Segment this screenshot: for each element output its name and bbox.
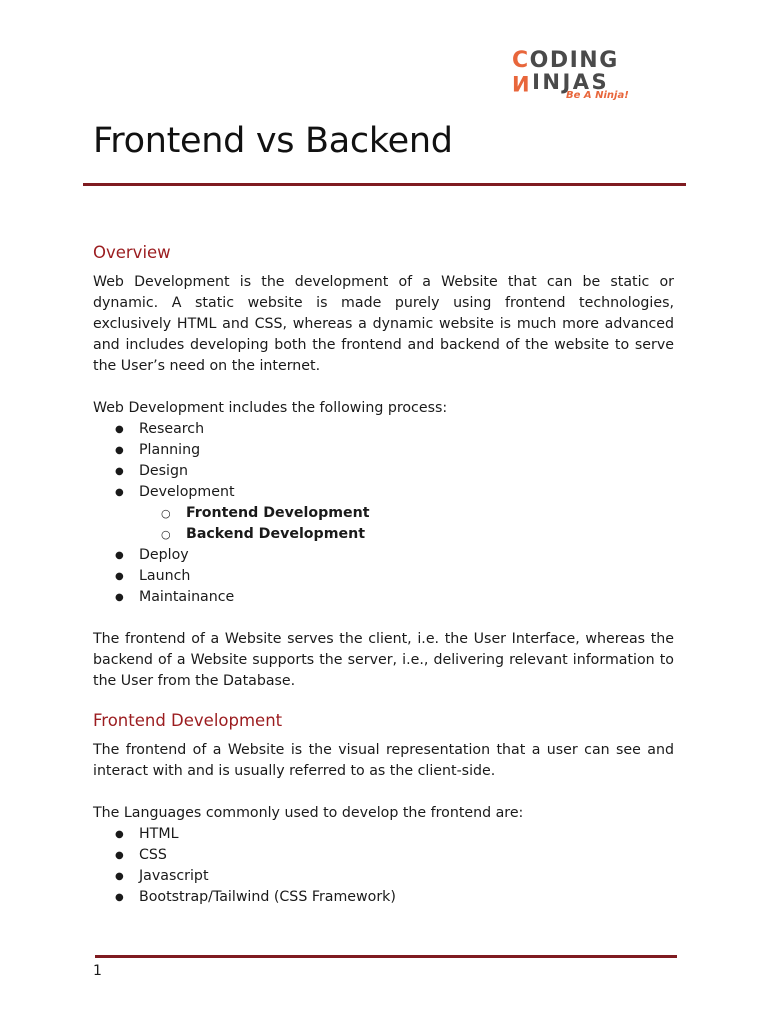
frontend-heading: Frontend Development (93, 711, 283, 730)
title-divider (83, 183, 686, 186)
list-item: ● Research (93, 419, 674, 440)
logo-wordmark-line1: C ODING (512, 48, 619, 73)
list-item: ● Bootstrap/Tailwind (CSS Framework) (93, 887, 674, 908)
list-item: ● Deploy (93, 545, 674, 566)
logo-wordmark-line2: N INJAS (512, 70, 610, 95)
logo-tagline: Be A Ninja! (566, 90, 629, 101)
overview-paragraph: Web Development is the development of a Website that can be static or dynamic. A static website is made purely using frontend technologies, exclusively HTML and CSS, whereas a dynamic website is much more advanced and includes developing both the frontend and backend of the website to serve the User’s need on the internet. (93, 274, 674, 374)
frontend-paragraph: The frontend of a Website is the visual representation that a user can see and interact with and is usually referred to as the client-side. (93, 742, 674, 779)
process-intro: Web Development includes the following process: (93, 400, 448, 416)
list-item: ○ Backend Development (93, 524, 674, 545)
list-item: ● Javascript (93, 866, 674, 887)
list-item: ● Design (93, 461, 674, 482)
page-number: 1 (93, 963, 102, 979)
process-list (93, 419, 674, 503)
languages-list (93, 824, 674, 908)
list-item: ● Launch (93, 566, 674, 587)
coding-ninjas-logo (512, 50, 632, 104)
list-item: ● HTML (93, 824, 674, 845)
overview-heading: Overview (93, 243, 171, 262)
document-title: Frontend vs Backend (93, 121, 453, 161)
process-list-continued (93, 545, 674, 608)
list-item: ● CSS (93, 845, 674, 866)
footer-divider (95, 955, 677, 958)
languages-intro: The Languages commonly used to develop the frontend are: (93, 805, 524, 821)
list-item: ● Development (93, 482, 674, 503)
document-body (93, 242, 674, 908)
list-item: ● Maintainance (93, 587, 674, 608)
development-sublist (93, 503, 674, 545)
list-item: ○ Frontend Development (93, 503, 674, 524)
list-item: ● Planning (93, 440, 674, 461)
frontend-backend-paragraph: The frontend of a Website serves the client, i.e. the User Interface, whereas the backend of a Website supports the server, i.e., delivering relevant information to the User from the Database. (93, 631, 674, 689)
